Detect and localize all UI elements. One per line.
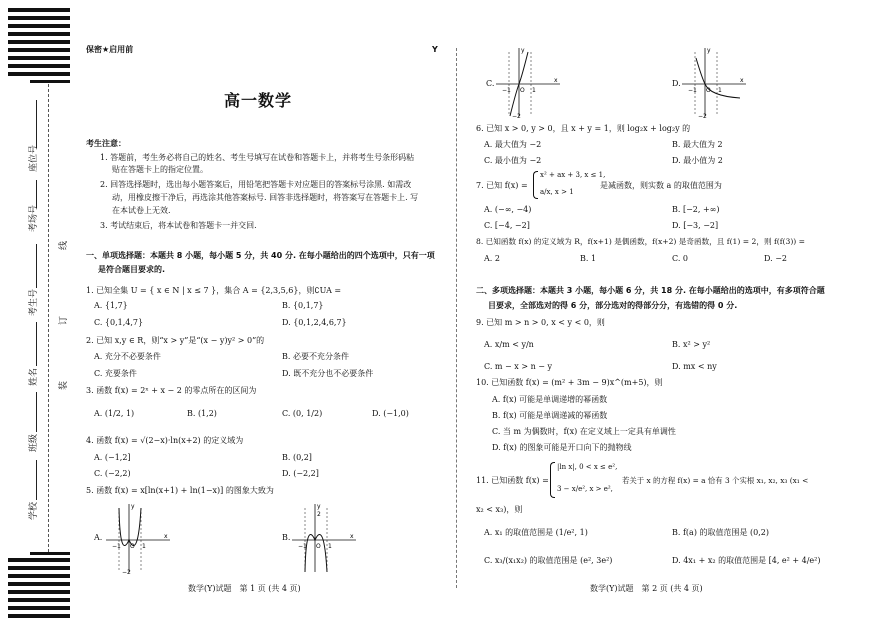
- graph-label-two: 2: [317, 511, 321, 518]
- q5-option-d: D.: [672, 79, 681, 88]
- section1-heading: 一、单项选择题：本题共 8 小题，每小题 5 分，共 40 分. 在每小题给出的四个选项中，只有一项: [86, 251, 435, 260]
- q11-option-c: C. x₃/(x₁x₂) 的取值范围是 (e², 3e²): [484, 556, 613, 565]
- q11-option-a: A. x₁ 的取值范围是 (1/e², 1): [484, 528, 588, 537]
- notice-line: 动，用橡皮擦干净后，再选涂其他答案标号. 回答非选择题时，将答案写在答题卡上. 写: [112, 193, 419, 202]
- section2-heading-cont: 目要求，全部选对的得 6 分，部分选对的得部分分，有选错的得 0 分.: [488, 301, 738, 310]
- q2-option-c: C. 充要条件: [94, 369, 137, 378]
- q10-option-c: C. 当 m 为偶数时，f(x) 在定义域上一定具有单调性: [492, 427, 676, 436]
- q7-option-d: D. [−3, −2]: [672, 221, 719, 230]
- q1-option-a: A. {1,7}: [94, 301, 128, 310]
- graph-label-y: y: [521, 47, 525, 54]
- binding-mark-order: 订: [59, 315, 69, 325]
- notice-line: 在本试卷上无效.: [112, 206, 171, 215]
- q2-option-a: A. 充分不必要条件: [94, 352, 161, 361]
- q5-stem: 5. 函数 f(x) = x[ln(x+1) + ln(1−x)] 的图象大致为: [86, 486, 274, 495]
- q1-stem: 1. 已知全集 U = { x ∈ N | x ≤ 7 }，集合 A = {2,3,5,6}，则∁UA =: [86, 286, 342, 295]
- field-label-school: 学校: [29, 501, 39, 520]
- q7-option-b: B. [−2, +∞): [672, 205, 720, 214]
- graph-label-neg1: −1: [112, 543, 121, 550]
- section2-heading: 二、多项选择题：本题共 3 小题，每小题 6 分，共 18 分. 在每小题给出的选项中，有多项符合题: [476, 286, 825, 295]
- q9-option-d: D. mx < ny: [672, 362, 717, 371]
- field-label-room: 考场号: [29, 204, 39, 232]
- section1-heading-cont: 是符合题目要求的.: [98, 265, 166, 274]
- q8-option-d: D. −2: [764, 254, 788, 263]
- q1-option-d: D. {0,1,2,4,6,7}: [282, 318, 347, 327]
- q11-stem-cont: x₂ < x₃)，则: [476, 505, 523, 514]
- q9-stem: 9. 已知 m > n > 0, x < y < 0，则: [476, 318, 605, 327]
- q7-stem-post: 是减函数，则实数 a 的取值范围为: [600, 181, 722, 190]
- notice-line: 1. 答题前，考生务必将自己的姓名、考生号填写在试卷和答题卡上，并将考生号条形码粘: [100, 153, 415, 162]
- footer-left: 数学(Y)试题 第 1 页 (共 4 页): [188, 584, 301, 593]
- confidential-label: 保密★启用前: [86, 45, 134, 54]
- q2-option-d: D. 既不充分也不必要条件: [282, 369, 374, 378]
- q5-option-c: C.: [486, 79, 495, 88]
- q10-option-a: A. f(x) 可能是单调递增的幂函数: [492, 395, 608, 404]
- graph-label-y: y: [707, 47, 711, 54]
- q10-option-d: D. f(x) 的图象可能是开口向下的抛物线: [492, 443, 632, 452]
- q3-option-d: D. (−1,0): [372, 409, 409, 418]
- graph-label-one: 1: [718, 87, 722, 94]
- field-label-class: 班级: [29, 433, 39, 452]
- q9-option-b: B. x² > y²: [672, 340, 711, 349]
- q6-option-c: C. 最小值为 −2: [484, 156, 542, 165]
- q7-option-a: A. (−∞, −4): [484, 205, 532, 214]
- q7-case1: x² + ax + 3, x ≤ 1,: [540, 171, 606, 179]
- notice-line: 2. 回答选择题时，选出每小题答案后，用铅笔把答题卡对应题目的答案标号涂黑. 如需改: [100, 180, 412, 189]
- graph-label-o: O: [130, 543, 135, 550]
- graph-label-x: x: [554, 77, 558, 84]
- q1-option-b: B. {0,1,7}: [282, 301, 324, 310]
- graph-label-y: y: [317, 503, 321, 510]
- binding-mark-line: 线: [59, 240, 69, 250]
- footer-right: 数学(Y)试题 第 2 页 (共 4 页): [590, 584, 703, 593]
- binding-mark-pack: 装: [59, 380, 69, 390]
- q3-option-a: A. (1/2, 1): [94, 409, 135, 418]
- q10-stem: 10. 已知函数 f(x) = (m² + 3m − 9)x^(m+5)，则: [476, 378, 663, 387]
- q2-option-b: B. 必要不充分条件: [282, 352, 349, 361]
- q4-option-d: D. (−2,2]: [282, 469, 319, 478]
- page-divider: [456, 48, 457, 588]
- q10-option-b: B. f(x) 可能是单调递减的幂函数: [492, 411, 608, 420]
- q8-option-a: A. 2: [484, 254, 500, 263]
- q5-graph-a: [104, 500, 176, 576]
- graph-label-y: y: [131, 503, 135, 510]
- q3-option-c: C. (0, 1/2): [282, 409, 323, 418]
- q6-option-b: B. 最大值为 2: [672, 140, 723, 149]
- graph-label-neg2: −2: [698, 113, 707, 120]
- notice-line: 贴在答题卡上的指定位置。: [112, 165, 208, 174]
- q6-option-a: A. 最大值为 −2: [484, 140, 542, 149]
- graph-label-neg1: −1: [502, 87, 511, 94]
- field-label-exam-no: 考生号: [29, 288, 39, 316]
- q11-case1: |ln x|, 0 < x ≤ e²,: [557, 463, 618, 471]
- q6-stem: 6. 已知 x > 0, y > 0，且 x + y = 1，则 log₂x + log₂y 的: [476, 124, 691, 133]
- q8-option-b: B. 1: [580, 254, 597, 263]
- graph-label-o: O: [520, 87, 525, 94]
- graph-label-x: x: [740, 77, 744, 84]
- page-title: 高一数学: [224, 91, 293, 110]
- graph-label-one: 1: [328, 543, 332, 550]
- q9-option-a: A. x/m < y/n: [484, 340, 534, 349]
- q11-option-d: D. 4x₁ + x₂ 的取值范围是 [4, e² + 4/e²): [672, 556, 821, 565]
- q5-graph-b: [290, 500, 362, 576]
- q4-stem: 4. 函数 f(x) = √(2−x)·ln(x+2) 的定义域为: [86, 436, 244, 445]
- q11-option-b: B. f(a) 的取值范围是 (0,2): [672, 528, 769, 537]
- graph-label-x: x: [164, 533, 168, 540]
- graph-label-neg1: −1: [688, 87, 697, 94]
- q9-option-c: C. m − x > n − y: [484, 362, 553, 371]
- notice-heading: 考生注意：: [86, 139, 126, 148]
- q11-brace: [550, 462, 555, 498]
- q5-option-a: A.: [94, 533, 103, 542]
- field-label-name: 姓名: [29, 367, 39, 386]
- q3-option-b: B. (1,2): [187, 409, 217, 418]
- q4-option-c: C. (−2,2): [94, 469, 131, 478]
- q3-stem: 3. 函数 f(x) = 2ˣ + x − 2 的零点所在的区间为: [86, 386, 257, 395]
- graph-label-o: O: [316, 543, 321, 550]
- q7-option-c: C. [−4, −2]: [484, 221, 530, 230]
- q4-option-a: A. (−1,2]: [94, 453, 131, 462]
- q1-option-c: C. {0,1,4,7}: [94, 318, 144, 327]
- q5-graph-d: [680, 44, 752, 120]
- graph-label-o: O: [706, 87, 711, 94]
- graph-label-neg1: −1: [298, 543, 307, 550]
- q8-option-c: C. 0: [672, 254, 689, 263]
- q11-stem-post: 若关于 x 的方程 f(x) = a 恰有 3 个实根 x₁, x₂, x₃ (x₁ <: [622, 476, 809, 485]
- q8-stem: 8. 已知函数 f(x) 的定义域为 R，f(x+1) 是偶函数，f(x+2) 是奇函数，且 f(1) = 2，则 f(f(3)) =: [476, 237, 806, 246]
- q5-option-b: B.: [282, 533, 291, 542]
- q6-option-d: D. 最小值为 2: [672, 156, 723, 165]
- q11-stem: 11. 已知函数 f(x) =: [476, 476, 549, 485]
- field-label-seat: 座位号: [29, 144, 39, 172]
- q2-stem: 2. 已知 x,y ∈ R，则“x > y”是“(x − y)y² > 0”的: [86, 336, 265, 345]
- notice-line: 3. 考试结束后，将本试卷和答题卡一并交回.: [100, 221, 257, 230]
- graph-label-x: x: [350, 533, 354, 540]
- graph-label-one: 1: [142, 543, 146, 550]
- q7-brace: [533, 171, 538, 199]
- q4-option-b: B. (0,2]: [282, 453, 312, 462]
- q7-stem: 7. 已知 f(x) =: [476, 181, 528, 190]
- graph-label-neg2: −2: [122, 569, 131, 576]
- graph-label-neg2: −2: [512, 113, 521, 120]
- version-mark: Y: [432, 45, 438, 54]
- graph-label-one: 1: [532, 87, 536, 94]
- q11-case2: 3 − x/e², x > e²,: [557, 485, 613, 493]
- q5-graph-c: [494, 44, 566, 120]
- q7-case2: a/x, x > 1: [540, 188, 574, 196]
